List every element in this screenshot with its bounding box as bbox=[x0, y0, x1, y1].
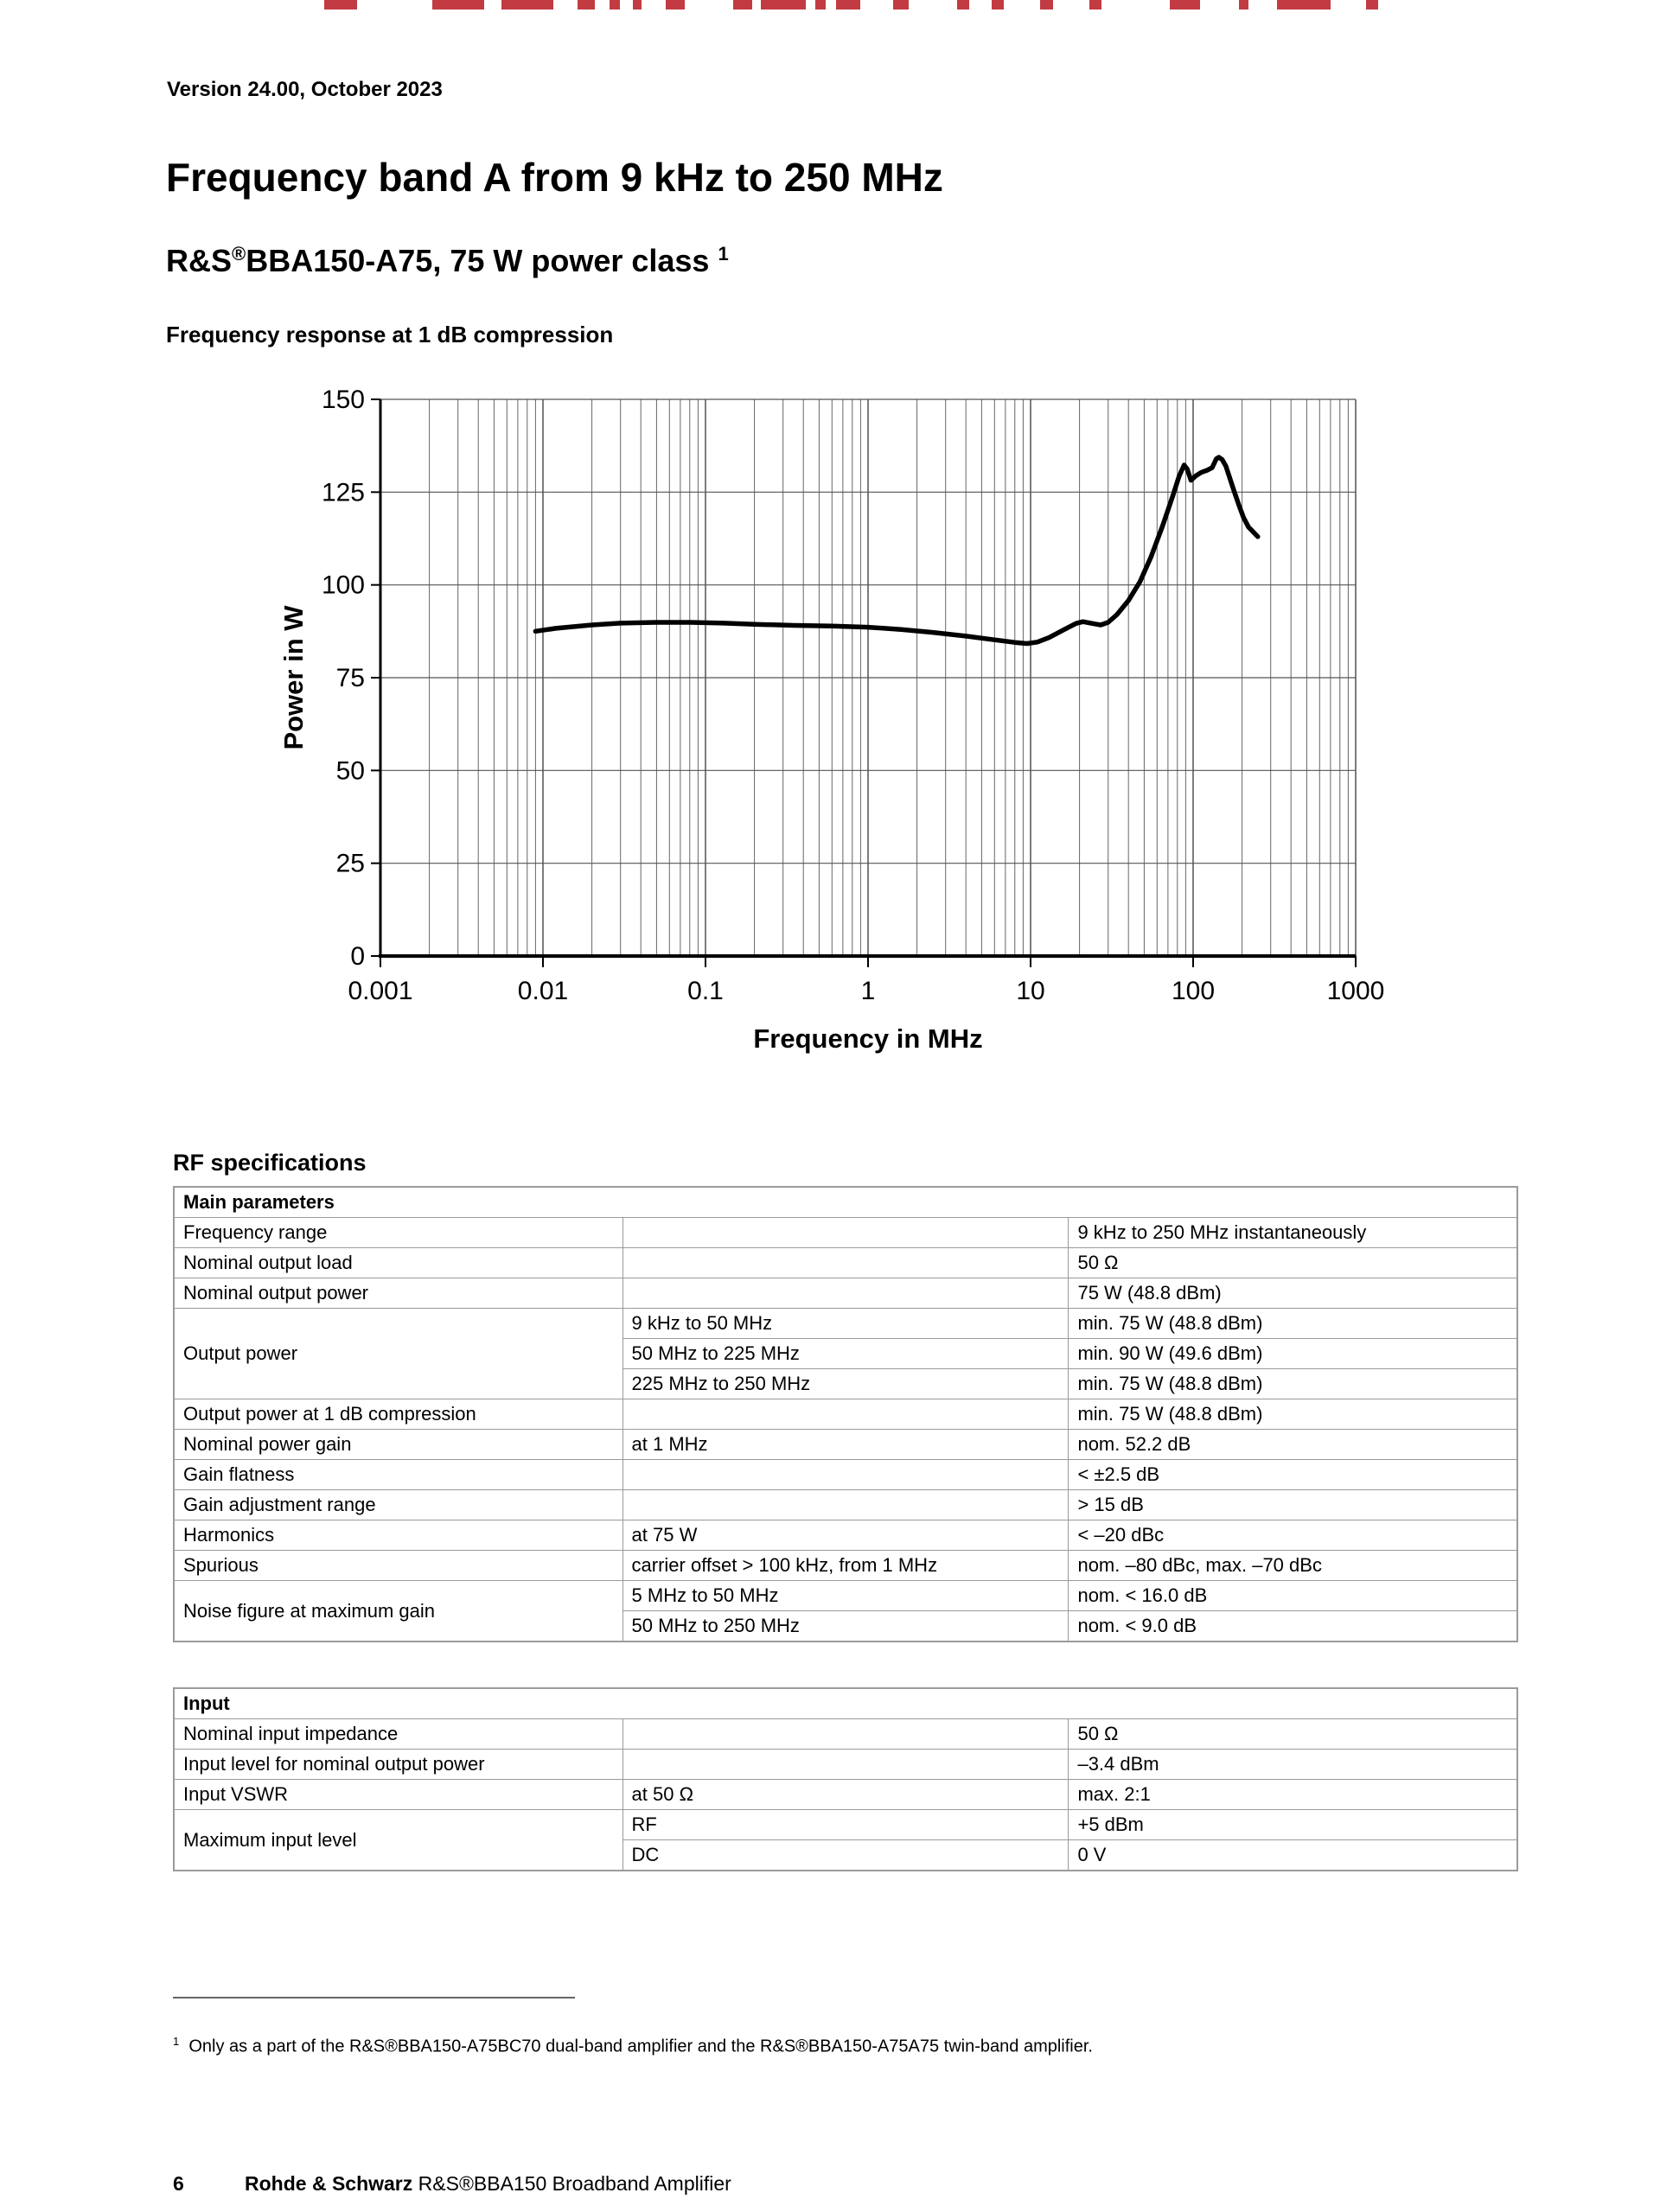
table-cell-value: +5 dBm bbox=[1069, 1810, 1517, 1840]
y-tick-label: 100 bbox=[321, 571, 365, 600]
footnote-reference: 1 bbox=[718, 243, 729, 265]
y-tick-label: 50 bbox=[335, 756, 365, 786]
table-cell-parameter: Spurious bbox=[174, 1551, 622, 1581]
x-tick-label: 1000 bbox=[1326, 977, 1385, 1005]
subtitle-brand: R&S bbox=[166, 243, 233, 278]
table-row bbox=[174, 1780, 1517, 1810]
table-cell-condition bbox=[622, 1719, 1069, 1750]
table-cell-value: min. 75 W (48.8 dBm) bbox=[1069, 1309, 1517, 1339]
top-banner-segment bbox=[815, 0, 826, 10]
y-axis-title: Power in W bbox=[278, 605, 309, 750]
footnote-marker: 1 bbox=[173, 2035, 180, 2048]
top-banner-segment bbox=[1277, 0, 1331, 10]
top-banner-segment bbox=[957, 0, 969, 10]
top-banner-segment bbox=[761, 0, 797, 10]
table-cell-value: 50 Ω bbox=[1069, 1719, 1517, 1750]
table-cell-condition: at 75 W bbox=[622, 1520, 1069, 1551]
page-number: 6 bbox=[173, 2172, 184, 2195]
table-cell-parameter: Nominal output load bbox=[174, 1248, 622, 1278]
table-cell-parameter: Harmonics bbox=[174, 1520, 622, 1551]
table-cell-value: min. 75 W (48.8 dBm) bbox=[1069, 1399, 1517, 1430]
page-title: Frequency band A from 9 kHz to 250 MHz bbox=[166, 155, 943, 200]
chart-canvas bbox=[173, 372, 1470, 1072]
table-cell-value: min. 75 W (48.8 dBm) bbox=[1069, 1369, 1517, 1399]
table-cell-value: < ±2.5 dB bbox=[1069, 1460, 1517, 1490]
top-banner-segment bbox=[733, 0, 752, 10]
table-cell-condition bbox=[622, 1248, 1069, 1278]
x-axis-title: Frequency in MHz bbox=[753, 1023, 983, 1054]
table-cell-condition: 9 kHz to 50 MHz bbox=[622, 1309, 1069, 1339]
y-tick-label: 125 bbox=[321, 478, 365, 507]
top-banner-segment bbox=[1089, 0, 1101, 10]
table-cell-condition: 50 MHz to 225 MHz bbox=[622, 1339, 1069, 1369]
top-banner-segment bbox=[501, 0, 553, 10]
input-table bbox=[173, 1687, 1518, 1871]
table-row bbox=[174, 1460, 1517, 1490]
table-cell-value: < –20 dBc bbox=[1069, 1520, 1517, 1551]
table-row bbox=[174, 1490, 1517, 1520]
footnote-text: Only as a part of the R&S®BBA150-A75BC70 dual-band amplifier and the R&S®BBA150-A75A75 twin-band amplifier. bbox=[188, 2037, 1093, 2056]
table-cell-value: 50 Ω bbox=[1069, 1248, 1517, 1278]
y-tick-label: 150 bbox=[321, 386, 365, 414]
table-cell-value: min. 90 W (49.6 dBm) bbox=[1069, 1339, 1517, 1369]
table-row bbox=[174, 1810, 1517, 1840]
footer-product: R&S®BBA150 Broadband Amplifier bbox=[418, 2172, 731, 2195]
registered-trademark-symbol: ® bbox=[232, 243, 246, 265]
x-tick-label: 10 bbox=[1016, 977, 1045, 1005]
table-cell-parameter: Maximum input level bbox=[174, 1810, 622, 1871]
table-cell-condition: 50 MHz to 250 MHz bbox=[622, 1611, 1069, 1642]
footnote-rule bbox=[173, 1997, 575, 1998]
response-curve bbox=[535, 457, 1257, 644]
table-cell-parameter: Noise figure at maximum gain bbox=[174, 1581, 622, 1642]
top-banner-segment bbox=[578, 0, 595, 10]
version-line: Version 24.00, October 2023 bbox=[167, 78, 443, 101]
table-section-header: Main parameters bbox=[174, 1187, 1517, 1218]
y-tick-label: 75 bbox=[335, 664, 365, 692]
table-cell-parameter: Input level for nominal output power bbox=[174, 1750, 622, 1780]
table-cell-condition: 5 MHz to 50 MHz bbox=[622, 1581, 1069, 1611]
table-cell-parameter: Output power at 1 dB compression bbox=[174, 1399, 622, 1430]
table-row bbox=[174, 1309, 1517, 1339]
table-cell-condition: RF bbox=[622, 1810, 1069, 1840]
y-tick-label: 0 bbox=[350, 942, 365, 971]
top-banner-segment bbox=[1170, 0, 1200, 10]
footnote bbox=[173, 2035, 1093, 2057]
table-cell-parameter: Output power bbox=[174, 1309, 622, 1399]
table-cell-value: nom. –80 dBc, max. –70 dBc bbox=[1069, 1551, 1517, 1581]
table-cell-value: nom. 52.2 dB bbox=[1069, 1430, 1517, 1460]
top-banner-segment bbox=[836, 0, 860, 10]
table-row bbox=[174, 1278, 1517, 1309]
table-cell-condition: DC bbox=[622, 1840, 1069, 1871]
frequency-response-chart bbox=[173, 372, 1470, 1072]
table-cell-value: –3.4 dBm bbox=[1069, 1750, 1517, 1780]
table-cell-parameter: Gain adjustment range bbox=[174, 1490, 622, 1520]
top-banner-segment bbox=[893, 0, 909, 10]
table-cell-value: 9 kHz to 250 MHz instantaneously bbox=[1069, 1218, 1517, 1248]
rf-specifications-heading: RF specifications bbox=[173, 1150, 367, 1176]
table-cell-parameter: Nominal input impedance bbox=[174, 1719, 622, 1750]
top-banner-segment bbox=[1366, 0, 1378, 10]
top-banner-segment bbox=[992, 0, 1004, 10]
table-cell-value: 0 V bbox=[1069, 1840, 1517, 1871]
table-cell-value: nom. < 16.0 dB bbox=[1069, 1581, 1517, 1611]
table-section-header: Input bbox=[174, 1688, 1517, 1719]
x-tick-label: 1 bbox=[860, 977, 876, 1005]
subtitle-model: BBA150-A75, 75 W power class bbox=[246, 243, 718, 278]
table-cell-value: nom. < 9.0 dB bbox=[1069, 1611, 1517, 1642]
table-cell-parameter: Input VSWR bbox=[174, 1780, 622, 1810]
page-footer bbox=[173, 2172, 731, 2196]
top-banner-segment bbox=[432, 0, 484, 10]
table-cell-parameter: Frequency range bbox=[174, 1218, 622, 1248]
x-tick-label: 0.1 bbox=[687, 977, 724, 1005]
top-banner-segment bbox=[795, 0, 806, 10]
table-cell-condition bbox=[622, 1399, 1069, 1430]
table-cell-condition: at 50 Ω bbox=[622, 1780, 1069, 1810]
table-row bbox=[174, 1218, 1517, 1248]
top-banner-segment bbox=[666, 0, 685, 10]
table-row bbox=[174, 1551, 1517, 1581]
top-banner-segment bbox=[1239, 0, 1248, 10]
top-banner-segment bbox=[610, 0, 620, 10]
x-tick-label: 100 bbox=[1171, 977, 1216, 1005]
top-banner-segment bbox=[633, 0, 642, 10]
x-tick-label: 0.001 bbox=[348, 977, 413, 1005]
table-cell-condition bbox=[622, 1278, 1069, 1309]
table-cell-condition bbox=[622, 1218, 1069, 1248]
table-cell-parameter: Nominal output power bbox=[174, 1278, 622, 1309]
table-cell-condition: at 1 MHz bbox=[622, 1430, 1069, 1460]
chart-section-heading: Frequency response at 1 dB compression bbox=[166, 322, 614, 347]
table-cell-value: > 15 dB bbox=[1069, 1490, 1517, 1520]
table-cell-condition bbox=[622, 1750, 1069, 1780]
top-banner-segment bbox=[1040, 0, 1053, 10]
table-cell-condition: 225 MHz to 250 MHz bbox=[622, 1369, 1069, 1399]
table-cell-parameter: Nominal power gain bbox=[174, 1430, 622, 1460]
table-cell-condition bbox=[622, 1460, 1069, 1490]
table-cell-parameter: Gain flatness bbox=[174, 1460, 622, 1490]
x-tick-label: 0.01 bbox=[517, 977, 569, 1005]
table-cell-value: 75 W (48.8 dBm) bbox=[1069, 1278, 1517, 1309]
table-row bbox=[174, 1581, 1517, 1611]
table-row bbox=[174, 1399, 1517, 1430]
table-row bbox=[174, 1520, 1517, 1551]
top-banner-segment bbox=[324, 0, 357, 10]
table-row bbox=[174, 1248, 1517, 1278]
table-row bbox=[174, 1719, 1517, 1750]
main-parameters-table bbox=[173, 1186, 1518, 1642]
y-tick-label: 25 bbox=[335, 849, 365, 878]
footer-brand: Rohde & Schwarz bbox=[245, 2172, 413, 2195]
table-cell-condition: carrier offset > 100 kHz, from 1 MHz bbox=[622, 1551, 1069, 1581]
table-header-row bbox=[174, 1688, 1517, 1719]
table-cell-value: max. 2:1 bbox=[1069, 1780, 1517, 1810]
table-cell-condition bbox=[622, 1490, 1069, 1520]
table-header-row bbox=[174, 1187, 1517, 1218]
page-subtitle bbox=[166, 243, 729, 279]
table-row bbox=[174, 1430, 1517, 1460]
table-row bbox=[174, 1750, 1517, 1780]
